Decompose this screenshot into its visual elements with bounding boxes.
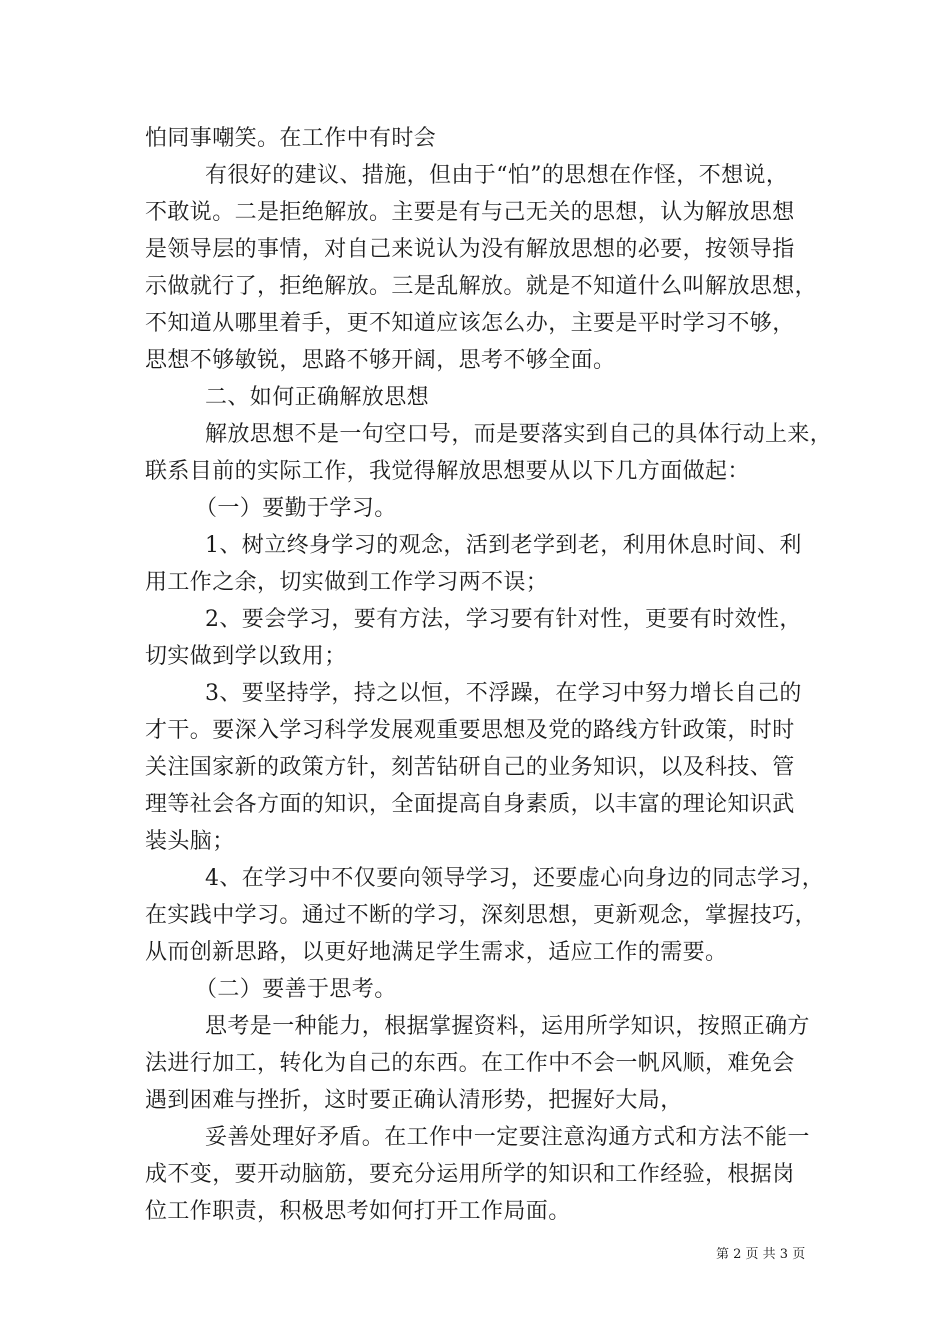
text-line: 解放思想不是一句空口号，而是要落实到自己的具体行动上来， — [205, 422, 833, 447]
text-line: 思想不够敏锐，思路不够开阔，思考不够全面。 — [145, 348, 616, 373]
text-line: 妥善处理好矛盾。在工作中一定要注意沟通方式和方法不能一 — [205, 1125, 810, 1150]
text-line: 从而创新思路，以更好地满足学生需求，适应工作的需要。 — [145, 940, 728, 965]
text-line: 4、在学习中不仅要向领导学习，还要虚心向身边的同志学习， — [205, 866, 825, 891]
text-line: 3、要坚持学，持之以恒，不浮躁，在学习中努力增长自己的 — [205, 681, 802, 706]
page-number: 第 2 页 共 3 页 — [716, 1247, 806, 1262]
text-line: 是领导层的事情，对自己来说认为没有解放思想的必要，按领导指 — [145, 237, 795, 262]
text-line: 用工作之余，切实做到工作学习两不误； — [145, 570, 549, 595]
text-line: 2、要会学习，要有方法，学习要有针对性，更要有时效性， — [205, 607, 802, 632]
text-line: 才干。要深入学习科学发展观重要思想及党的路线方针政策，时时 — [145, 718, 795, 743]
text-line: 怕同事嘲笑。在工作中有时会 — [145, 126, 437, 151]
subsection-heading: （一）要勤于学习。 — [195, 496, 397, 521]
section-heading: 二、如何正确解放思想 — [205, 385, 430, 410]
text-line: 遇到困难与挫折，这时要正确认清形势，把握好大局， — [145, 1088, 683, 1113]
text-line: 不敢说。二是拒绝解放。主要是有与己无关的思想，认为解放思想 — [145, 200, 795, 225]
text-line: 联系目前的实际工作，我觉得解放思想要从以下几方面做起： — [145, 459, 750, 484]
text-line: 在实践中学习。通过不断的学习，深刻思想，更新观念，掌握技巧， — [145, 903, 818, 928]
text-line: 法进行加工，转化为自己的东西。在工作中不会一帆风顺，难免会 — [145, 1051, 795, 1076]
text-line: 示做就行了，拒绝解放。三是乱解放。就是不知道什么叫解放思想， — [145, 274, 818, 299]
text-line: 有很好的建议、措施，但由于“怕”的思想在作怪，不想说， — [205, 163, 789, 188]
text-line: 位工作职责，积极思考如何打开工作局面。 — [145, 1199, 571, 1224]
subsection-heading: （二）要善于思考。 — [195, 977, 397, 1002]
text-line: 1、树立终身学习的观念，活到老学到老，利用休息时间、利 — [205, 533, 802, 558]
text-line: 成不变，要开动脑筋，要充分运用所学的知识和工作经验，根据岗 — [145, 1162, 795, 1187]
text-line: 切实做到学以致用； — [145, 644, 347, 669]
text-line: 关注国家新的政策方针，刻苦钻研自己的业务知识，以及科技、管 — [145, 755, 795, 780]
text-line: 理等社会各方面的知识，全面提高自身素质，以丰富的理论知识武 — [145, 792, 795, 817]
text-line: 思考是一种能力，根据掌握资料，运用所学知识，按照正确方 — [205, 1014, 810, 1039]
text-line: 装头脑； — [145, 829, 235, 854]
text-line: 不知道从哪里着手，更不知道应该怎么办，主要是平时学习不够， — [145, 311, 795, 336]
